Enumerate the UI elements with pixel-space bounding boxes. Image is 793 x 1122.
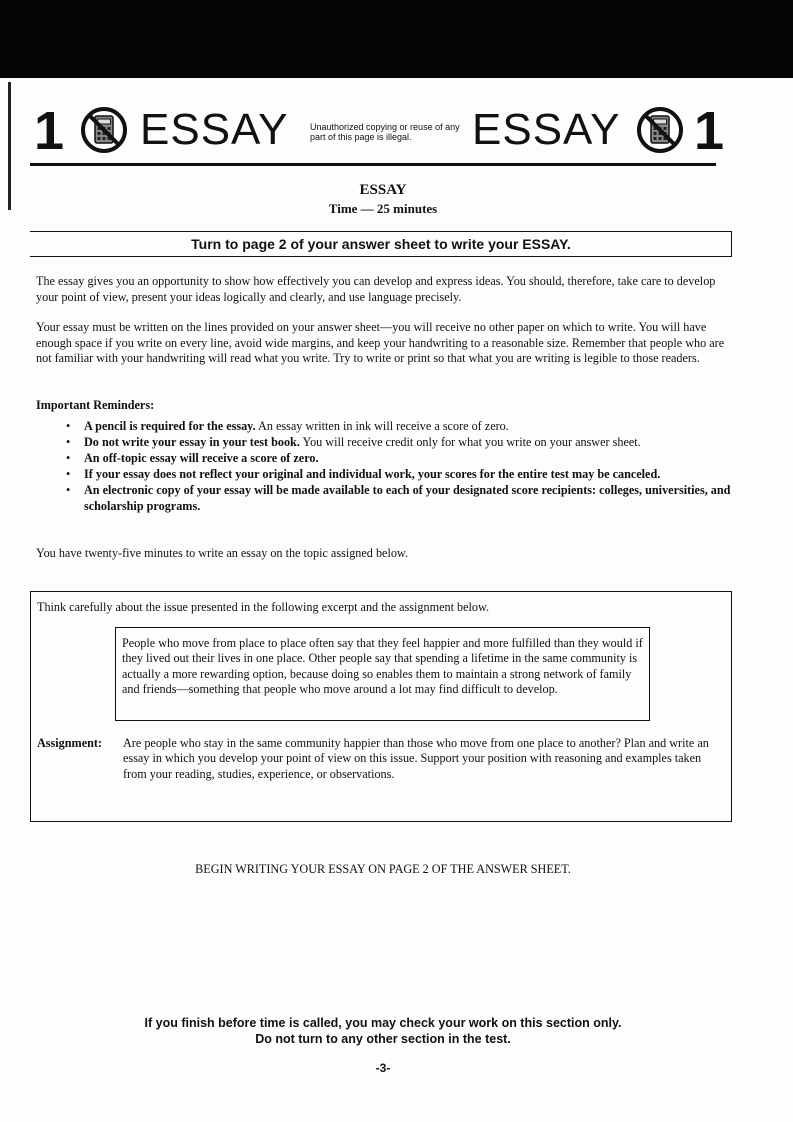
topic-intro: Think carefully about the issue presented in the following excerpt and the assignment below.	[37, 600, 490, 614]
section-word-right: ESSAY	[472, 105, 621, 154]
section-word-left: ESSAY	[140, 105, 289, 154]
reminders-heading: Important Reminders:	[36, 398, 155, 412]
intro-paragraph: The essay gives you an opportunity to show how effectively you can develop and express ideas. You should, therefore, take care to develop your point of view, present your ideas logically and clearly, and use language precisely.	[36, 274, 716, 304]
bullet-icon: •	[66, 451, 71, 465]
list-item	[66, 482, 746, 514]
finish-instructions	[0, 1015, 766, 1047]
section-number-right: 1	[693, 101, 724, 161]
reminder-bold: An off-topic essay will receive a score of zero.	[84, 451, 319, 465]
turn-instruction-box	[30, 231, 732, 257]
page-title: ESSAY	[359, 182, 407, 198]
reminder-rest: You will receive credit only for what you write on your answer sheet.	[299, 435, 641, 449]
reminder-bold: An electronic copy of your essay will be made available to each of your designated score recipients: colleges, universities, and scholarship programs.	[84, 483, 731, 513]
reminder-rest: An essay written in ink will receive a score of zero.	[255, 419, 509, 433]
list-item	[66, 418, 746, 434]
topic-box	[30, 591, 732, 822]
begin-instruction: BEGIN WRITING YOUR ESSAY ON PAGE 2 OF THE ANSWER SHEET.	[195, 862, 571, 876]
time-note: You have twenty-five minutes to write an essay on the topic assigned below.	[36, 546, 408, 560]
bullet-icon: •	[66, 435, 71, 449]
header-rule	[30, 163, 716, 166]
finish-line: If you finish before time is called, you may check your work on this section only.	[144, 1016, 622, 1030]
reminder-bold: A pencil is required for the essay.	[84, 419, 256, 433]
no-calculator-icon	[80, 106, 128, 154]
time-limit: Time — 25 minutes	[328, 201, 438, 216]
bullet-icon: •	[66, 419, 71, 433]
assignment-label: Assignment:	[37, 736, 103, 750]
page-number: -3-	[375, 1061, 391, 1075]
reminder-bold: If your essay does not reflect your original and individual work, your scores for the entire test may be canceled.	[84, 467, 661, 481]
list-item	[66, 466, 746, 482]
topic-excerpt: People who move from place to place often say that they feel happier and more fulfilled than they would if they lived out their lives in one place. Other people say that spending a lifetime in the same community is actually a more rewarding option, because doing so enables them to maintain a strong network of family and friends—something that people who move around a lot may find difficult to develop.	[115, 627, 650, 721]
list-item	[66, 450, 746, 466]
answer-sheet-paragraph: Your essay must be written on the lines provided on your answer sheet—you will receive no other paper on which to write. You will have enough space if you write on every line, avoid wide margins, and keep your handwriting to a reasonable size. Remember that people who are not familiar with your handwriting will read what you write. Try to write or print so that what you are writing is legible to those readers.	[36, 320, 725, 365]
copyright-notice: Unauthorized copying or reuse of any part of this page is illegal.	[310, 122, 460, 142]
finish-line: Do not turn to any other section in the test.	[255, 1032, 511, 1046]
assignment-text: Are people who stay in the same community happier than those who move from one place to another? Plan and write an essay in which you develop your point of view on this issue. Support your position with reasoning and examples taken from your reading, studies, experience, or observations.	[123, 736, 709, 781]
reminders-list	[66, 418, 746, 514]
bullet-icon: •	[66, 467, 71, 481]
scan-top-band	[0, 0, 793, 78]
bullet-icon: •	[66, 483, 71, 497]
section-number-left: 1	[34, 101, 65, 161]
list-item	[66, 434, 746, 450]
no-calculator-icon	[636, 106, 684, 154]
reminder-bold: Do not write your essay in your test book.	[84, 435, 300, 449]
section-header	[34, 100, 724, 162]
turn-instruction: Turn to page 2 of your answer sheet to write your ESSAY.	[191, 236, 571, 252]
